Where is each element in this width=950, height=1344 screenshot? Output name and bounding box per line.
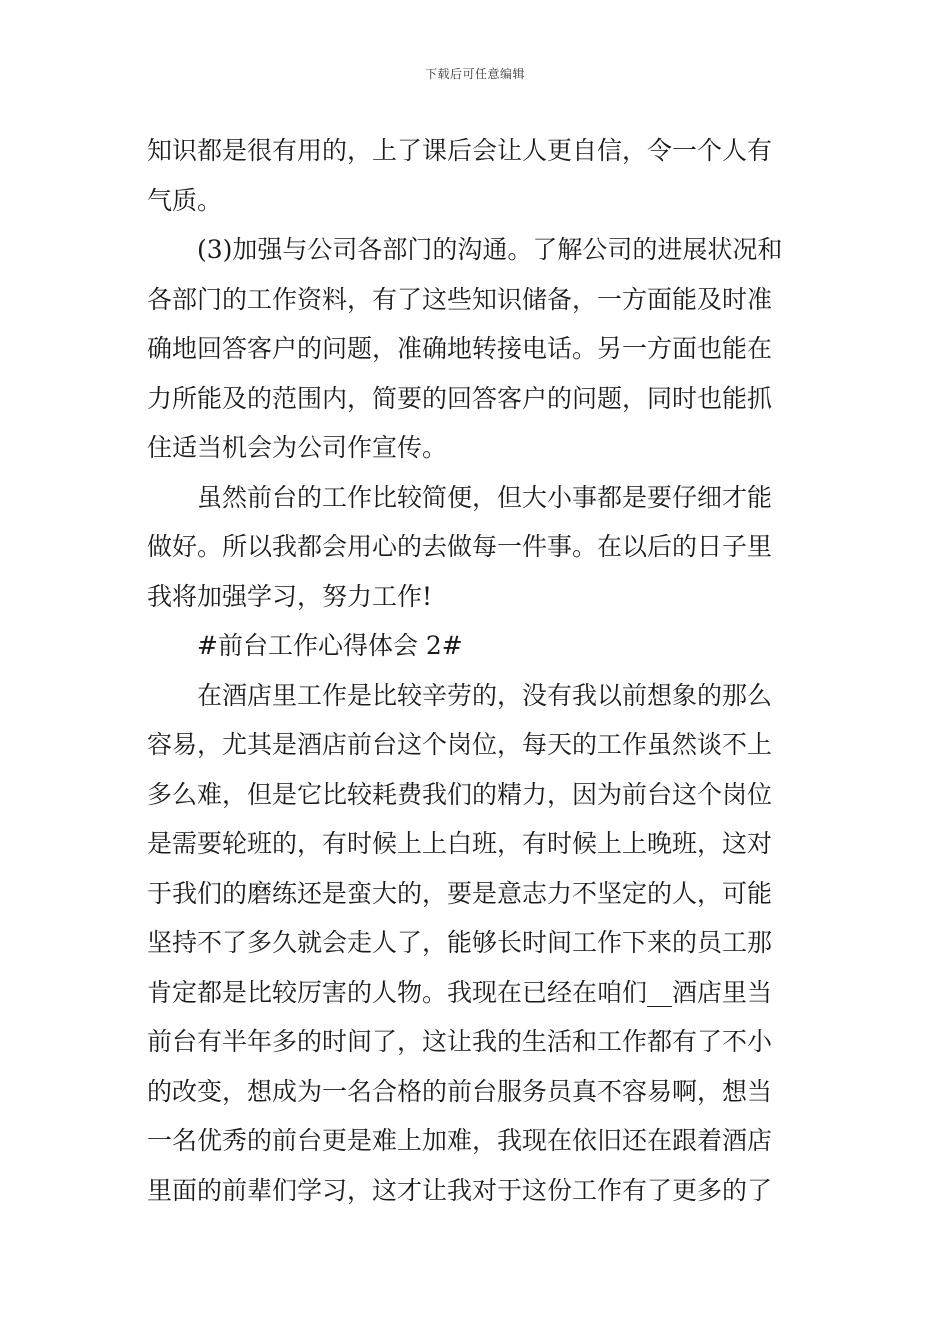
text-line: 做好。所以我都会用心的去做每一件事。在以后的日子里 [147, 532, 773, 561]
text-line: 里面的前辈们学习，这才让我对于这份工作有了更多的了 [147, 1175, 773, 1205]
text-line: 气质。 [147, 185, 223, 215]
text-line: 前台有半年多的时间了，这让我的生活和工作都有了不小 [147, 1027, 773, 1056]
page-header: 下载后可任意编辑 [424, 67, 525, 81]
text-line: 坚持不了多久就会走人了，能够长时间工作下来的员工那 [147, 928, 773, 957]
text-line: 虽然前台的工作比较简便，但大小事都是要仔细才能 [197, 482, 773, 512]
section-heading: #前台工作心得体会 2# [197, 631, 463, 660]
text-line: 于我们的磨练还是蛮大的，要是意志力不坚定的人，可能 [147, 878, 773, 908]
text-line: 多么难，但是它比较耗费我们的精力，因为前台这个岗位 [147, 779, 773, 809]
text-line: 在酒店里工作是比较辛劳的，没有我以前想象的那么 [197, 680, 773, 710]
text-line: 一名优秀的前台更是难上加难，我现在依旧还在跟着酒店 [147, 1126, 773, 1155]
text-line: 力所能及的范围内，简要的回答客户的问题，同时也能抓 [147, 383, 773, 413]
document-body [147, 126, 805, 1215]
text-line: 我将加强学习，努力工作! [147, 581, 433, 611]
text-line: 确地回答客户的问题，准确地转接电话。另一方面也能在 [147, 334, 773, 363]
text-line: 知识都是很有用的，上了课后会让人更自信，令一个人有 [147, 136, 773, 165]
text-line: 肯定都是比较厉害的人物。我现在已经在咱们__酒店里当 [147, 977, 773, 1007]
text-line: 是需要轮班的，有时候上上白班，有时候上上晚班，这对 [147, 829, 773, 858]
text-line: (3)加强与公司各部门的沟通。了解公司的进展状况和 [197, 235, 783, 264]
text-line: 容易，尤其是酒店前台这个岗位，每天的工作虽然谈不上 [147, 730, 773, 759]
text-line: 住适当机会为公司作宣传。 [147, 433, 448, 462]
text-line: 各部门的工作资料，有了这些知识储备，一方面能及时准 [147, 284, 773, 314]
text-line: 的改变，想成为一名合格的前台服务员真不容易啊，想当 [147, 1076, 773, 1106]
